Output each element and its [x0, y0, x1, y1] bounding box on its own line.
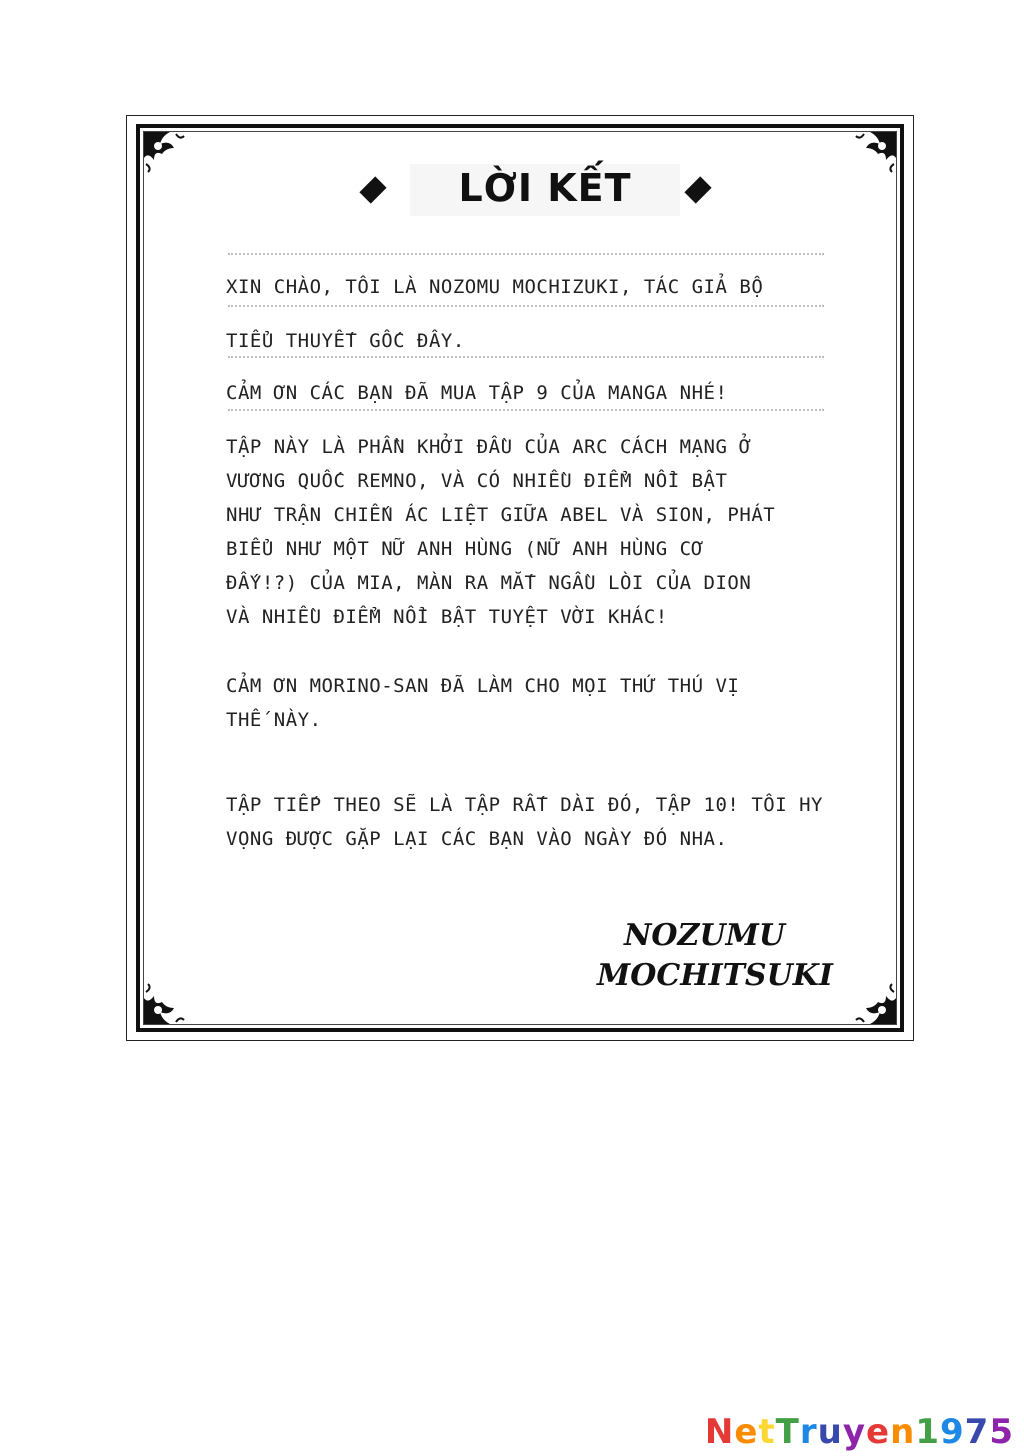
text-line: VƯƠNG QUỐC REMNO, VÀ CÓ NHIỀU ĐIỂM NỔI BẬT: [226, 470, 728, 492]
text-line: ĐẤY!?) CỦA MIA, MÀN RA MẮT NGẦU LÒI CỦA DION: [226, 572, 752, 594]
text-line: TẬP TIẾP THEO SẼ LÀ TẬP RẤT DÀI ĐÓ, TẬP 10! TÔI HY: [226, 794, 823, 816]
watermark-letter: n: [890, 1412, 916, 1452]
dotted-rule: [228, 305, 824, 307]
text-line: TẬP NÀY LÀ PHẦN KHỞI ĐẦU CỦA ARC CÁCH MẠNG Ở: [226, 436, 752, 458]
text-line: BIỂU NHƯ MỘT NỮ ANH HÙNG (NỮ ANH HÙNG CƠ: [226, 538, 704, 560]
watermark-logo: [705, 1412, 1014, 1452]
signature-first-name: NOZUMU: [624, 918, 785, 953]
watermark-letter: r: [799, 1412, 818, 1452]
watermark-letter: e: [866, 1412, 891, 1452]
page-title: LỜI KẾT: [458, 166, 632, 210]
watermark-letter: y: [842, 1412, 867, 1452]
text-line: VÀ NHIỀU ĐIỂM NỔI BẬT TUYỆT VỜI KHÁC!: [226, 606, 668, 628]
watermark-letter: N: [704, 1412, 735, 1452]
dotted-rule: [228, 409, 824, 411]
diamond-right-icon: [684, 176, 711, 203]
text-line: XIN CHÀO, TÔI LÀ NOZOMU MOCHIZUKI, TÁC GIẢ BỘ: [226, 276, 764, 298]
watermark-letter: 5: [989, 1412, 1014, 1452]
diamond-left-icon: [359, 176, 386, 203]
watermark-letter: 9: [939, 1412, 965, 1452]
watermark-letter: e: [734, 1412, 759, 1452]
dotted-rule: [228, 356, 824, 358]
text-line: NHƯ TRẬN CHIẾN ÁC LIỆT GIỮA ABEL VÀ SION, PHÁT: [226, 504, 776, 526]
watermark-letter: t: [758, 1412, 776, 1452]
watermark-letter: T: [775, 1412, 800, 1452]
text-line: CẢM ƠN MORINO-SAN ĐÃ LÀM CHO MỌI THỨ THÚ VỊ: [226, 675, 740, 697]
watermark-letter: 7: [964, 1412, 990, 1452]
text-line: THẾ NÀY.: [226, 709, 322, 731]
signature-last-name: MOCHITSUKI: [597, 958, 833, 993]
corner-ornament-bottom-right-icon: [854, 982, 900, 1028]
text-line: TIỂU THUYẾT GỐC ĐÂY.: [226, 330, 465, 352]
corner-ornament-bottom-left-icon: [140, 982, 186, 1028]
text-line: VỌNG ĐƯỢC GẶP LẠI CÁC BẠN VÀO NGÀY ĐÓ NHA.: [226, 828, 728, 850]
dotted-rule: [228, 253, 824, 255]
watermark-letter: u: [817, 1412, 843, 1452]
text-line: CẢM ƠN CÁC BẠN ĐÃ MUA TẬP 9 CỦA MANGA NHÉ!: [226, 382, 728, 404]
title-section: [0, 160, 1024, 220]
watermark-letter: 1: [915, 1412, 940, 1452]
